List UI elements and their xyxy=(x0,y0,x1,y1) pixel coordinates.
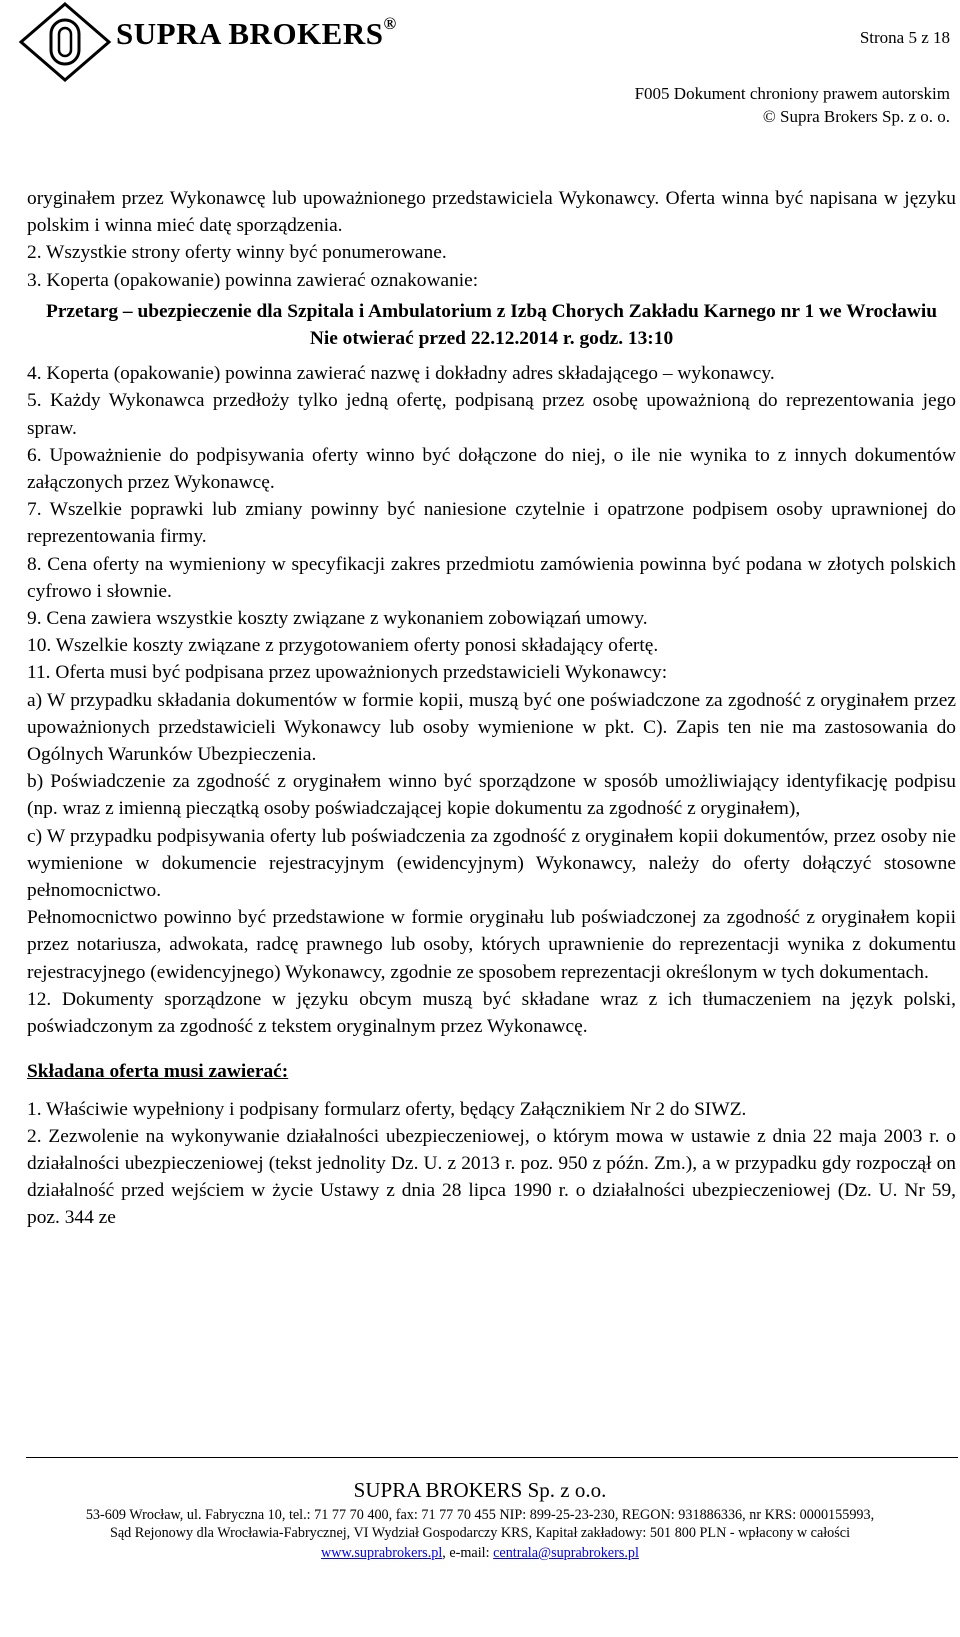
section-heading: Składana oferta musi zawierać: xyxy=(27,1061,289,1083)
list-item: 8. Cena oferty na wymieniony w specyfikacji zakres przedmiotu zamówienia powinna być podana w złotych polskich cyfrowo i słownie. xyxy=(27,553,956,602)
copyright-notice: F005 Dokument chroniony prawem autorskim xyxy=(634,84,950,103)
registered-mark: ® xyxy=(383,13,397,33)
list-item: 1. Właściwie wypełniony i podpisany formularz oferty, będący Załącznikiem Nr 2 do SIWZ. xyxy=(27,1098,747,1120)
list-item: 4. Koperta (opakowanie) powinna zawierać nazwę i dokładny adres składającego – wykonawcy. xyxy=(27,363,775,385)
email-link[interactable]: centrala@suprabrokers.pl xyxy=(493,1545,639,1561)
page-number: Strona 5 z 18 xyxy=(859,28,950,47)
list-item: 5. Każdy Wykonawca przedłoży tylko jedną ofertę, podpisaną przez osobę upoważnioną do reprezentowania jego spraw. xyxy=(27,390,956,439)
footer-address: 53-609 Wrocław, ul. Fabryczna 10, tel.: 71 77 70 400, fax: 71 77 70 455 NIP: 899-25-23-230, REGON: 931886336, nr KRS: 0000155993, xyxy=(85,1507,875,1523)
sub-item: b) Poświadczenie za zgodność z oryginałem winno być sporządzone w sposób umożliwiający identyfikację podpisu (np. wraz z imienną pieczątką osoby poświadczającej kopie dokumentu za zgodność z oryginałem), xyxy=(27,771,956,820)
company-logo-icon xyxy=(18,2,112,82)
paragraph: oryginałem przez Wykonawcę lub upoważnionego przedstawiciela Wykonawcy. Oferta winna być napisana w języku polskim i winna mieć datę sporządzenia. xyxy=(27,188,956,237)
sub-item: a) W przypadku składania dokumentów w formie kopii, muszą być one poświadczone za zgodność z oryginałem przez upoważnionych przedstawicieli Wykonawcy lub osoby wymienione w pkt. C). Zapis ten nie ma zastosowania do Ogólnych Warunków Ubezpieczenia. xyxy=(27,689,956,766)
website-link[interactable]: www.suprabrokers.pl xyxy=(321,1545,443,1561)
envelope-label-title: Przetarg – ubezpieczenie dla Szpitala i Ambulatorium z Izbą Chorych Zakładu Karnego nr 1 we Wrocławiu xyxy=(45,300,938,322)
list-item: 2. Wszystkie strony oferty winny być ponumerowane. xyxy=(27,242,447,264)
list-item: 11. Oferta musi być podpisana przez upoważnionych przedstawicieli Wykonawcy: xyxy=(27,662,668,684)
list-item: 10. Wszelkie koszty związane z przygotowaniem oferty ponosi składający ofertę. xyxy=(27,635,659,657)
footer-contact xyxy=(0,1545,960,1562)
list-item: 2. Zezwolenie na wykonywanie działalności ubezpieczeniowej, o którym mowa w ustawie z dnia 22 maja 2003 r. o działalności ubezpieczeniowej (tekst jednolity Dz. U. z 2013 r. poz. 950 z późn. Zm.), a w przypadku gdy rozpoczął on działalność przed wejściem w życie Ustawy z dnia 28 lipca 1990 r. o działalności ubezpieczeniowej (Dz. U. Nr 59, poz. 344 ze xyxy=(27,1125,956,1229)
list-item: 12. Dokumenty sporządzone w języku obcym muszą być składane wraz z ich tłumaczeniem na język polski, poświadczonym za zgodność z tekstem oryginalnym przez Wykonawcę. xyxy=(27,988,956,1038)
footer-divider xyxy=(26,1457,958,1458)
paragraph: Pełnomocnictwo powinno być przedstawione w formie oryginału lub poświadczonej za zgodność z oryginałem kopii przez notariusza, adwokata, radcę prawnego lub osoby, których uprawnienie do reprezentacji wynika z dokumentu rejestracyjnego (ewidencyjnego) Wykonawcy, zgodnie ze sposobem reprezentacji określonym w tych dokumentach. xyxy=(27,907,956,983)
sub-item: c) W przypadku podpisywania oferty lub poświadczenia za zgodność z oryginałem kopii dokumentów, przez osoby nie wymienione w dokumencie rejestracyjnym (ewidencyjnym) Wykonawcy, należy do oferty dołączyć stosowne pełnomocnictwo. xyxy=(27,825,956,902)
email-label: , e-mail: xyxy=(442,1545,494,1561)
document-body xyxy=(27,185,956,1232)
list-item: 7. Wszelkie poprawki lub zmiany powinny być naniesione czytelnie i opatrzone podpisem osoby uprawnionej do reprezentowania firmy. xyxy=(27,499,956,548)
envelope-label-date: Nie otwierać przed 22.12.2014 r. godz. 13:10 xyxy=(309,328,674,350)
footer-company: SUPRA BROKERS Sp. z o.o. xyxy=(353,1478,607,1502)
list-item: 3. Koperta (opakowanie) powinna zawierać oznakowanie: xyxy=(27,269,479,291)
list-item: 9. Cena zawiera wszystkie koszty związane z wykonaniem zobowiązań umowy. xyxy=(27,608,648,630)
footer-registration: Sąd Rejonowy dla Wrocławia-Fabrycznej, VI Wydział Gospodarczy KRS, Kapitał zakładowy: 501 800 PLN - wpłacony w całości xyxy=(109,1525,851,1541)
list-item: 6. Upoważnienie do podpisywania oferty winno być dołączone do niej, o ile nie wynika to z innych dokumentów załączonych przez Wykonawcę. xyxy=(27,444,956,494)
copyright-owner: © Supra Brokers Sp. z o. o. xyxy=(762,107,950,126)
page-header xyxy=(0,0,960,126)
brand-name: SUPRA BROKERS® xyxy=(116,13,397,51)
